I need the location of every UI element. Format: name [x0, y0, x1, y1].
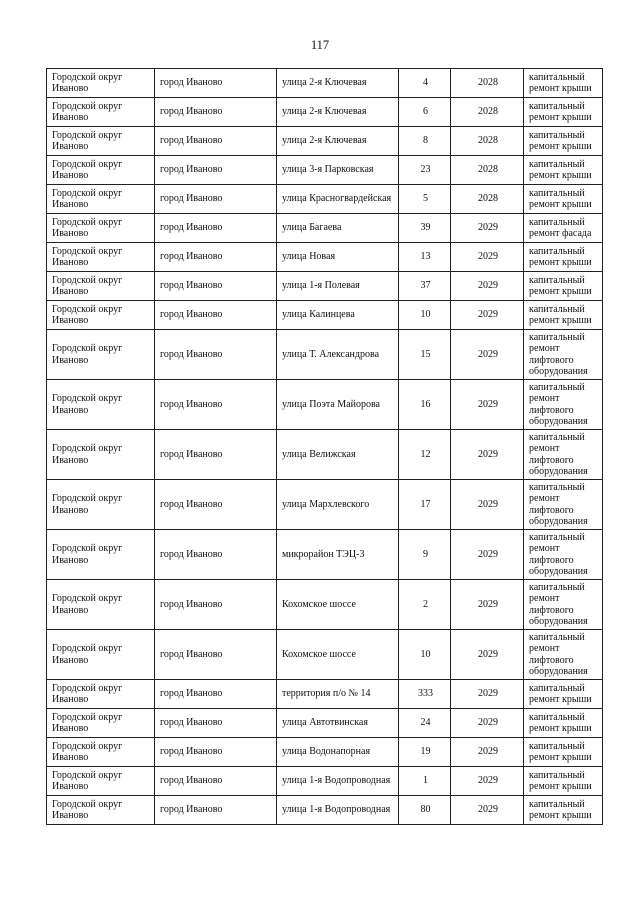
street-cell: улица Мархлевского [277, 480, 399, 530]
house-number-cell: 1 [399, 767, 451, 796]
table-row [47, 767, 603, 796]
district-cell: Городской округ Иваново [47, 630, 155, 680]
work-type-cell: капитальный ремонт лифтового оборудования [524, 430, 603, 480]
year-cell: 2029 [451, 330, 524, 380]
district-cell: Городской округ Иваново [47, 680, 155, 709]
district-cell: Городской округ Иваново [47, 709, 155, 738]
house-number-cell: 13 [399, 243, 451, 272]
work-type-cell: капитальный ремонт лифтового оборудования [524, 530, 603, 580]
table-row [47, 530, 603, 580]
year-cell: 2029 [451, 767, 524, 796]
house-number-cell: 10 [399, 630, 451, 680]
house-number-cell: 19 [399, 738, 451, 767]
work-type-cell: капитальный ремонт лифтового оборудования [524, 330, 603, 380]
table-row [47, 380, 603, 430]
street-cell: улица 2-я Ключевая [277, 127, 399, 156]
house-number-cell: 333 [399, 680, 451, 709]
city-cell: город Иваново [155, 185, 277, 214]
house-number-cell: 2 [399, 580, 451, 630]
work-type-cell: капитальный ремонт лифтового оборудования [524, 630, 603, 680]
table-row [47, 738, 603, 767]
year-cell: 2029 [451, 530, 524, 580]
house-number-cell: 15 [399, 330, 451, 380]
street-cell: улица Новая [277, 243, 399, 272]
city-cell: город Иваново [155, 156, 277, 185]
district-cell: Городской округ Иваново [47, 69, 155, 98]
table-row [47, 127, 603, 156]
house-number-cell: 24 [399, 709, 451, 738]
table-row [47, 630, 603, 680]
city-cell: город Иваново [155, 530, 277, 580]
house-number-cell: 37 [399, 272, 451, 301]
year-cell: 2029 [451, 430, 524, 480]
table-row [47, 709, 603, 738]
year-cell: 2029 [451, 709, 524, 738]
year-cell: 2029 [451, 580, 524, 630]
work-type-cell: капитальный ремонт лифтового оборудования [524, 380, 603, 430]
district-cell: Городской округ Иваново [47, 127, 155, 156]
city-cell: город Иваново [155, 767, 277, 796]
house-number-cell: 10 [399, 301, 451, 330]
work-type-cell: капитальный ремонт лифтового оборудования [524, 480, 603, 530]
work-type-cell: капитальный ремонт крыши [524, 69, 603, 98]
house-number-cell: 16 [399, 380, 451, 430]
table-row [47, 480, 603, 530]
year-cell: 2028 [451, 98, 524, 127]
year-cell: 2029 [451, 380, 524, 430]
table-row [47, 330, 603, 380]
district-cell: Городской округ Иваново [47, 530, 155, 580]
city-cell: город Иваново [155, 630, 277, 680]
city-cell: город Иваново [155, 380, 277, 430]
year-cell: 2029 [451, 680, 524, 709]
table-row [47, 430, 603, 480]
table-row [47, 156, 603, 185]
year-cell: 2029 [451, 272, 524, 301]
district-cell: Городской округ Иваново [47, 380, 155, 430]
district-cell: Городской округ Иваново [47, 272, 155, 301]
city-cell: город Иваново [155, 680, 277, 709]
table-row [47, 580, 603, 630]
house-number-cell: 9 [399, 530, 451, 580]
work-type-cell: капитальный ремонт крыши [524, 272, 603, 301]
page-number: 117 [310, 38, 330, 52]
house-number-cell: 23 [399, 156, 451, 185]
district-cell: Городской округ Иваново [47, 580, 155, 630]
city-cell: город Иваново [155, 272, 277, 301]
district-cell: Городской округ Иваново [47, 98, 155, 127]
district-cell: Городской округ Иваново [47, 185, 155, 214]
house-number-cell: 80 [399, 796, 451, 825]
street-cell: микрорайон ТЭЦ-3 [277, 530, 399, 580]
work-type-cell: капитальный ремонт крыши [524, 156, 603, 185]
street-cell: улица Автотвинская [277, 709, 399, 738]
house-number-cell: 17 [399, 480, 451, 530]
work-type-cell: капитальный ремонт фасада [524, 214, 603, 243]
table-body [47, 69, 603, 825]
street-cell: улица Велижская [277, 430, 399, 480]
city-cell: город Иваново [155, 98, 277, 127]
city-cell: город Иваново [155, 69, 277, 98]
table-row [47, 796, 603, 825]
year-cell: 2028 [451, 69, 524, 98]
year-cell: 2029 [451, 301, 524, 330]
house-number-cell: 6 [399, 98, 451, 127]
table-row [47, 243, 603, 272]
city-cell: город Иваново [155, 709, 277, 738]
city-cell: город Иваново [155, 430, 277, 480]
repair-schedule-table [46, 68, 603, 825]
table-row [47, 680, 603, 709]
street-cell: улица 1-я Водопроводная [277, 796, 399, 825]
city-cell: город Иваново [155, 580, 277, 630]
house-number-cell: 8 [399, 127, 451, 156]
year-cell: 2029 [451, 796, 524, 825]
street-cell: улица 2-я Ключевая [277, 69, 399, 98]
district-cell: Городской округ Иваново [47, 243, 155, 272]
work-type-cell: капитальный ремонт крыши [524, 301, 603, 330]
work-type-cell: капитальный ремонт крыши [524, 127, 603, 156]
work-type-cell: капитальный ремонт лифтового оборудования [524, 580, 603, 630]
city-cell: город Иваново [155, 796, 277, 825]
district-cell: Городской округ Иваново [47, 156, 155, 185]
year-cell: 2028 [451, 127, 524, 156]
city-cell: город Иваново [155, 301, 277, 330]
house-number-cell: 12 [399, 430, 451, 480]
table-row [47, 98, 603, 127]
work-type-cell: капитальный ремонт крыши [524, 680, 603, 709]
street-cell: улица Водонапорная [277, 738, 399, 767]
street-cell: Кохомское шоссе [277, 630, 399, 680]
city-cell: город Иваново [155, 127, 277, 156]
street-cell: улица 2-я Ключевая [277, 98, 399, 127]
street-cell: улица 1-я Водопроводная [277, 767, 399, 796]
year-cell: 2029 [451, 630, 524, 680]
table-row [47, 301, 603, 330]
work-type-cell: капитальный ремонт крыши [524, 767, 603, 796]
work-type-cell: капитальный ремонт крыши [524, 738, 603, 767]
work-type-cell: капитальный ремонт крыши [524, 185, 603, 214]
table-row [47, 185, 603, 214]
year-cell: 2028 [451, 156, 524, 185]
table-row [47, 69, 603, 98]
city-cell: город Иваново [155, 243, 277, 272]
district-cell: Городской округ Иваново [47, 301, 155, 330]
work-type-cell: капитальный ремонт крыши [524, 243, 603, 272]
work-type-cell: капитальный ремонт крыши [524, 796, 603, 825]
work-type-cell: капитальный ремонт крыши [524, 709, 603, 738]
district-cell: Городской округ Иваново [47, 480, 155, 530]
year-cell: 2028 [451, 185, 524, 214]
city-cell: город Иваново [155, 330, 277, 380]
district-cell: Городской округ Иваново [47, 330, 155, 380]
year-cell: 2029 [451, 738, 524, 767]
street-cell: улица 1-я Полевая [277, 272, 399, 301]
house-number-cell: 4 [399, 69, 451, 98]
street-cell: улица Багаева [277, 214, 399, 243]
house-number-cell: 5 [399, 185, 451, 214]
district-cell: Городской округ Иваново [47, 738, 155, 767]
district-cell: Городской округ Иваново [47, 796, 155, 825]
street-cell: улица Красногвардейская [277, 185, 399, 214]
district-cell: Городской округ Иваново [47, 214, 155, 243]
table-row [47, 214, 603, 243]
city-cell: город Иваново [155, 214, 277, 243]
street-cell: территория п/о № 14 [277, 680, 399, 709]
year-cell: 2029 [451, 243, 524, 272]
district-cell: Городской округ Иваново [47, 767, 155, 796]
street-cell: улица Калинцева [277, 301, 399, 330]
city-cell: город Иваново [155, 480, 277, 530]
city-cell: город Иваново [155, 738, 277, 767]
street-cell: Кохомское шоссе [277, 580, 399, 630]
table-row [47, 272, 603, 301]
street-cell: улица Т. Александрова [277, 330, 399, 380]
street-cell: улица Поэта Майорова [277, 380, 399, 430]
street-cell: улица 3-я Парковская [277, 156, 399, 185]
year-cell: 2029 [451, 480, 524, 530]
house-number-cell: 39 [399, 214, 451, 243]
district-cell: Городской округ Иваново [47, 430, 155, 480]
work-type-cell: капитальный ремонт крыши [524, 98, 603, 127]
year-cell: 2029 [451, 214, 524, 243]
